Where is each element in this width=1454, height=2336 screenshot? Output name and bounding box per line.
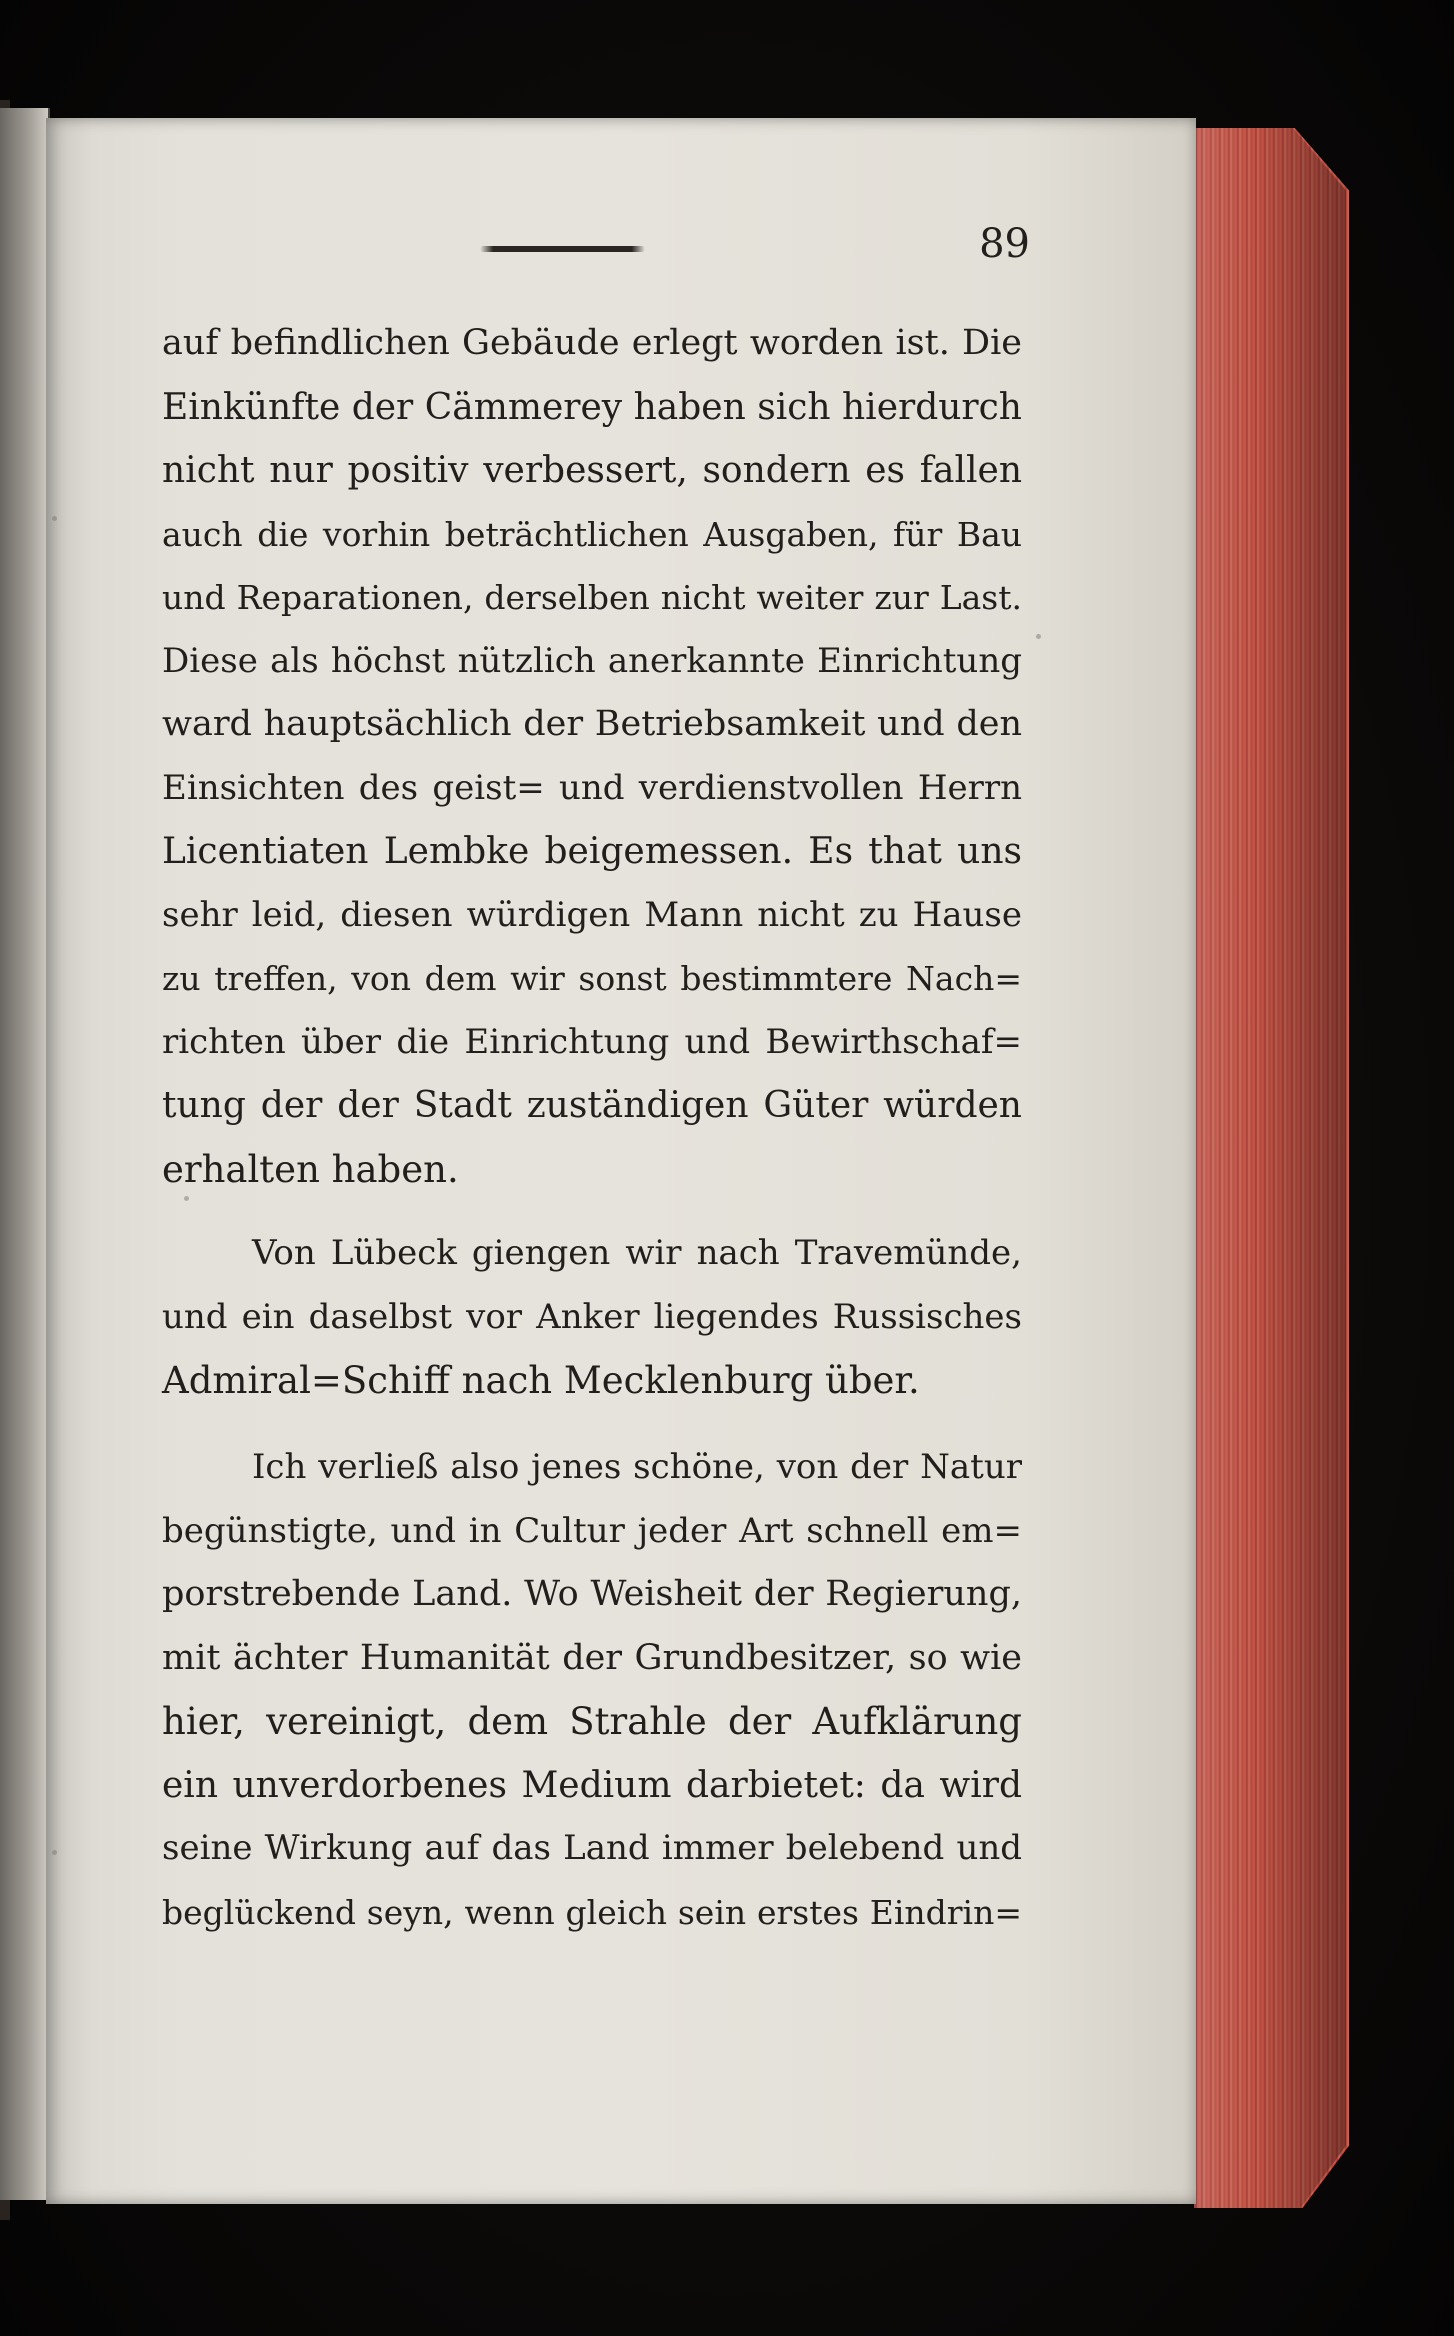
text-line: richten über die Einrichtung und Bewirthschaf= xyxy=(162,1021,1022,1062)
paper-speck xyxy=(184,1196,189,1201)
text-line: begünstigte, und in Cultur jeder Art schnell em= xyxy=(162,1510,1022,1551)
text-line: tung der der Stadt zuständigen Güter würden xyxy=(162,1085,1022,1126)
text-line: Von Lübeck giengen wir nach Travemünde, xyxy=(252,1233,1022,1273)
text-line: Licentiaten Lembke beigemessen. Es that uns xyxy=(162,831,1022,872)
paper-speck xyxy=(52,1850,57,1855)
text-line: seine Wirkung auf das Land immer belebend und xyxy=(162,1828,1022,1868)
text-line: porstrebende Land. Wo Weisheit der Regierung, xyxy=(162,1574,1022,1614)
text-line: und Reparationen, derselben nicht weiter zur Last. xyxy=(162,578,1022,617)
text-line: Einkünfte der Cämmerey haben sich hierdurch xyxy=(162,386,1022,428)
paper-speck xyxy=(1036,634,1041,639)
text-line: auf befindlichen Gebäude erlegt worden ist. Die xyxy=(162,323,1022,363)
text-line: ein unverdorbenes Medium darbietet: da wird xyxy=(162,1764,1022,1806)
paragraph-3 xyxy=(162,1436,1022,1944)
paragraph-2 xyxy=(162,1222,1022,1413)
text-line: und ein daselbst vor Anker liegendes Russisches xyxy=(162,1296,1022,1337)
text-line: Ich verließ also jenes schöne, von der Natur xyxy=(252,1447,1022,1487)
text-line: nicht nur positiv verbessert, sondern es fallen xyxy=(162,450,1022,491)
paper-speck xyxy=(52,516,57,521)
text-line: Diese als höchst nützlich anerkannte Einrichtung xyxy=(162,640,1022,681)
text-line: ward hauptsächlich der Betriebsamkeit und den xyxy=(162,704,1022,744)
page-number: 89 xyxy=(979,221,1030,267)
text-line: auch die vorhin beträchtlichen Ausgaben, für Bau xyxy=(162,514,1022,554)
text-line: zu treffen, von dem wir sonst bestimmtere Nach= xyxy=(162,959,1022,998)
page-fore-edge-shade xyxy=(1194,128,1346,2208)
text-line: Admiral=Schiff nach Mecklenburg über. xyxy=(162,1359,920,1402)
paragraph-1 xyxy=(162,312,1022,1201)
text-line: sehr leid, diesen würdigen Mann nicht zu Hause xyxy=(162,894,1022,935)
text-line: mit ächter Humanität der Grundbesitzer, so wie xyxy=(162,1637,1022,1678)
header-ornament-rule xyxy=(480,246,645,252)
text-line: Einsichten des geist= und verdienstvollen Herrn xyxy=(162,767,1022,808)
text-line: hier, vereinigt, dem Strahle der Aufklärung xyxy=(162,1700,1022,1743)
text-line: erhalten haben. xyxy=(162,1147,459,1191)
text-line: beglückend seyn, wenn gleich sein erstes Eindrin= xyxy=(162,1892,1022,1932)
previous-page-edge xyxy=(0,108,50,2200)
